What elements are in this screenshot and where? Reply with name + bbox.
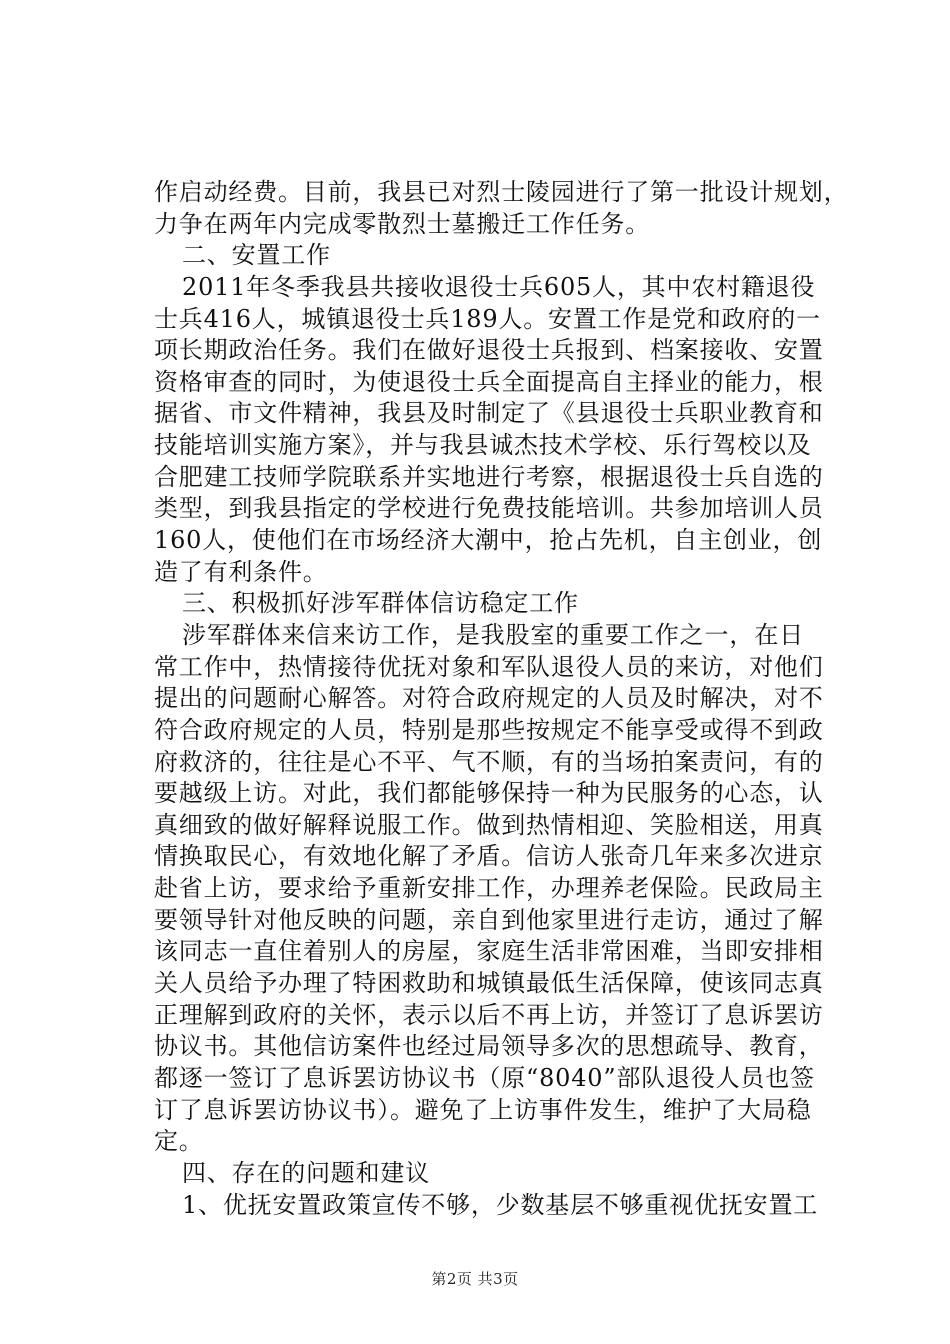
text-line: 造了有利条件。 [154,557,328,586]
text-line: 赴省上访，要求给予重新安排工作，办理养老保险。民政局主 [154,874,824,903]
text-line: 技能培训实施方案》，并与我县诚杰技术学校、乐行驾校以及 [154,431,812,460]
text-line: 要越级上访。对此，我们都能够保持一种为民服务的心态，认 [154,779,824,808]
document-body [154,177,849,1221]
page-footer: 第2页 共3页 [431,1270,519,1288]
text-line: 要领导针对他反映的问题，亲自到他家里进行走访，通过了解 [154,905,824,934]
text-line: 合肥建工技师学院联系并实地进行考察，根据退役士兵自选的 [154,462,824,491]
text-line: 据省、市文件精神，我县及时制定了《县退役士兵职业教育和 [154,399,824,428]
text-line: 类型，到我县指定的学校进行免费技能培训。共参加培训人员 [154,494,824,523]
text-line: 都逐一签订了息诉罢访协议书（原“8040”部队退役人员也签 [154,1063,815,1092]
text-line: 士兵416人，城镇退役士兵189人。安置工作是党和政府的一 [154,304,821,333]
text-line: 协议书。其他信访案件也经过局领导多次的思想疏导、教育， [154,1032,824,1061]
text-line: 常工作中，热情接待优抚对象和军队退役人员的来访，对他们 [154,652,824,681]
text-line: 项长期政治任务。我们在做好退役士兵报到、档案接收、安置 [154,336,824,365]
text-line: 真细致的做好解释说服工作。做到热情相迎、笑脸相送，用真 [154,810,824,839]
text-line: 2011年冬季我县共接收退役士兵605人，其中农村籍退役 [182,272,816,301]
text-line: 关人员给予办理了特困救助和城镇最低生活保障，使该同志真 [154,969,824,998]
text-line: 情换取民心，有效地化解了矛盾。信访人张奇几年来多次进京 [154,842,824,871]
text-line: 力争在两年内完成零散烈士墓搬迁工作任务。 [154,209,650,238]
text-line: 该同志一直住着别人的房屋，家庭生活非常困难，当即安排相 [154,937,824,966]
text-line: 1、优抚安置政策宣传不够，少数基层不够重视优抚安置工 [182,1190,819,1219]
text-line: 资格审查的同时，为使退役士兵全面提高自主择业的能力，根 [154,367,824,396]
text-line: 二、安置工作 [182,241,331,270]
text-line: 提出的问题耐心解答。对符合政府规定的人员及时解决，对不 [154,684,824,713]
text-line: 正理解到政府的关怀，表示以后不再上访，并签订了息诉罢访 [154,1000,824,1029]
text-line: 作启动经费。目前，我县已对烈士陵园进行了第一批设计规划， [154,178,849,206]
text-line: 四、存在的问题和建议 [182,1158,430,1187]
text-line: 府救济的，往往是心不平、气不顺，有的当场拍案责问，有的 [154,747,824,776]
text-line: 三、积极抓好涉军群体信访稳定工作 [182,589,579,618]
text-line: 订了息诉罢访协议书）。避免了上访事件发生，维护了大局稳 [154,1095,812,1124]
text-line: 符合政府规定的人员，特别是那些按规定不能享受或得不到政 [154,715,824,744]
text-line: 160人，使他们在市场经济大潮中，抢占先机，自主创业，创 [154,526,823,555]
text-line: 涉军群体来信来访工作，是我股室的重要工作之一，在日 [182,620,804,649]
text-line: 定。 [154,1127,204,1156]
